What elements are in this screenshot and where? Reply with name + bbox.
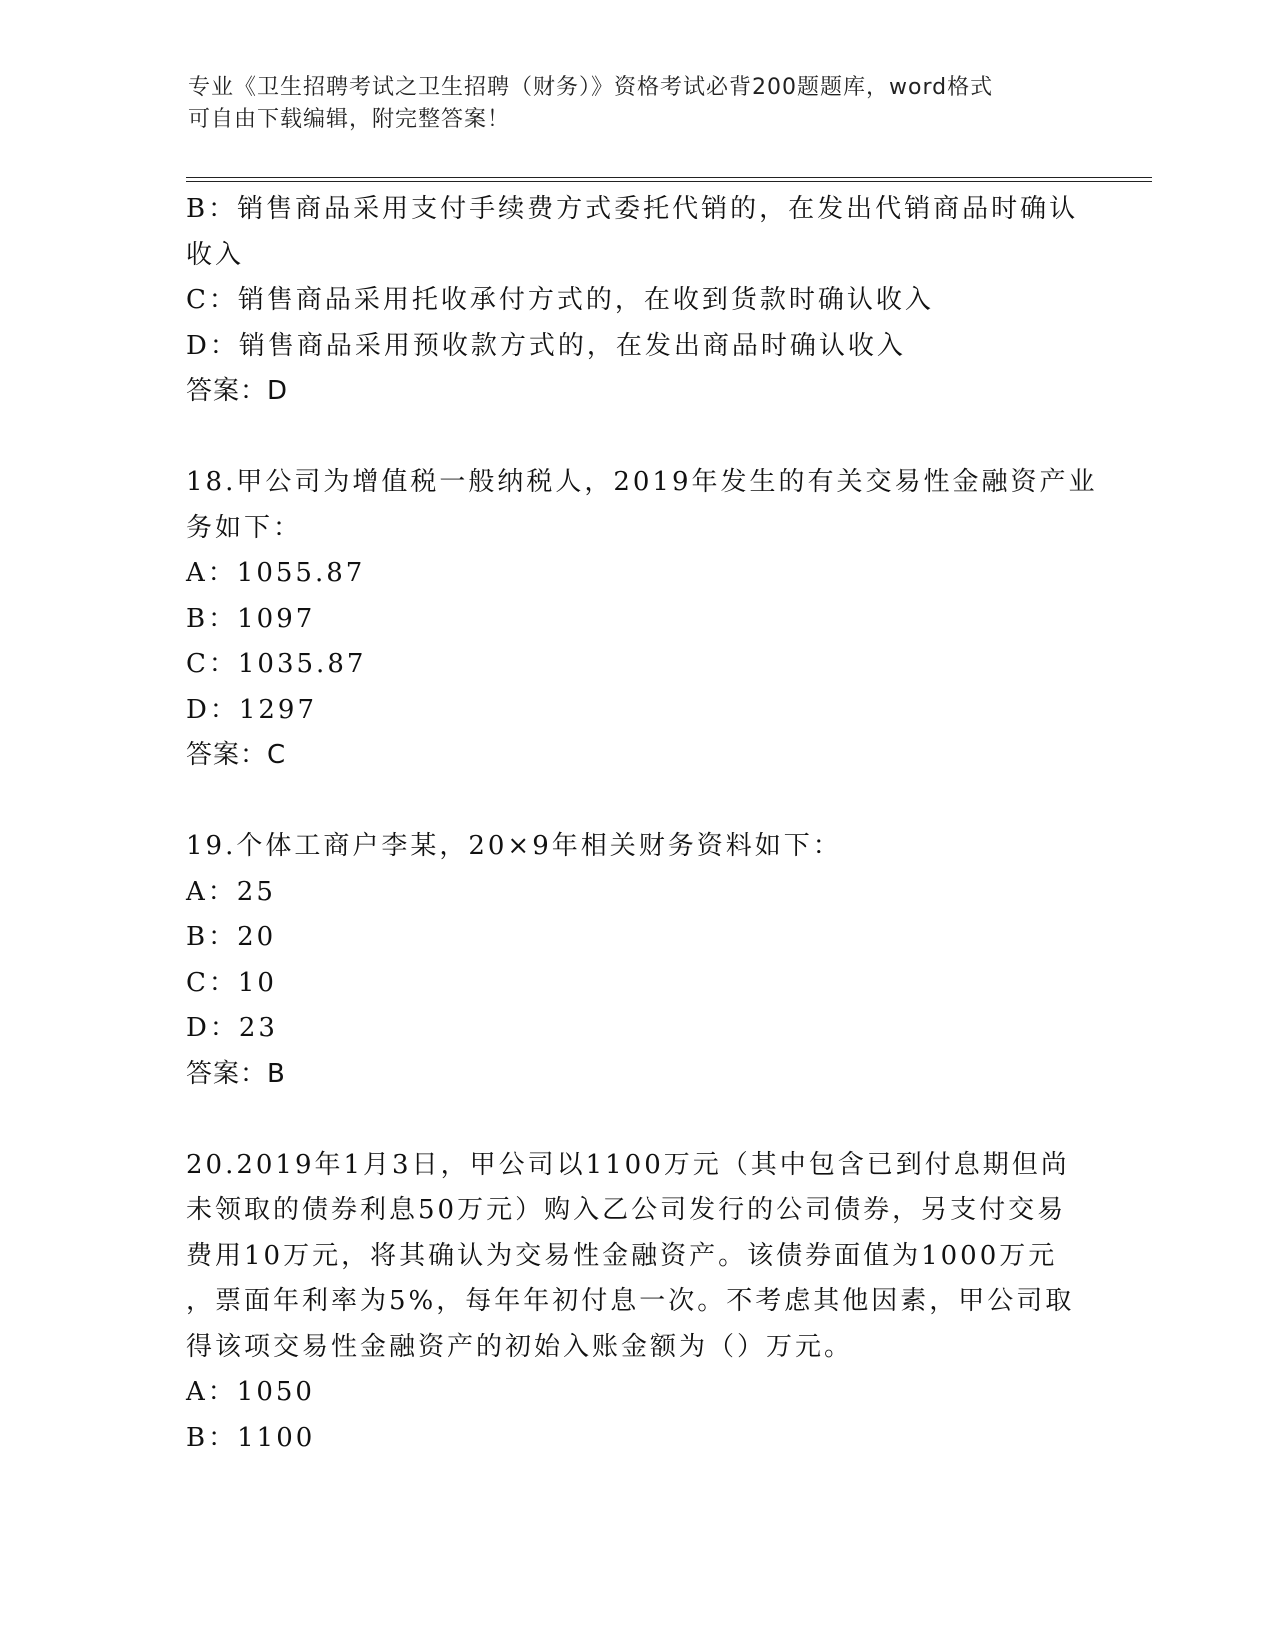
answer: 答案：D — [186, 376, 289, 406]
option-c: C：销售商品采用托收承付方式的，在收到货款时确认收入 — [186, 285, 934, 315]
option-b: B：20 — [186, 922, 277, 952]
option-d: D：销售商品采用预收款方式的，在发出商品时确认收入 — [186, 330, 906, 361]
question-17-partial — [186, 187, 1086, 415]
header-divider — [186, 177, 1152, 182]
answer: 答案：C — [186, 740, 287, 770]
option-b: B：1100 — [186, 1422, 316, 1453]
option-b: B：1097 — [186, 603, 316, 634]
question-stem-continued: 费用10万元，将其确认为交易性金融资产。该债券面值为1000万元 — [186, 1240, 1058, 1271]
option-b-continued: 收入 — [186, 239, 245, 270]
header-title-line-1: 专业《卫生招聘考试之卫生招聘（财务）》资格考试必背200题题库，word格式 — [188, 75, 994, 100]
question-stem: 20.2019年1月3日，甲公司以1100万元（其中包含已到付息期但尚 — [186, 1149, 1070, 1180]
option-a: A：25 — [186, 876, 276, 907]
question-stem: 19.个体工商户李某，20×9年相关财务资料如下： — [186, 831, 842, 861]
option-a: A：1055.87 — [186, 558, 366, 588]
question-20 — [186, 1143, 1086, 1462]
spacer — [186, 1097, 1086, 1143]
spacer — [186, 779, 1086, 825]
header-title-line-2: 可自由下载编辑，附完整答案！ — [188, 107, 511, 132]
answer: 答案：B — [186, 1058, 286, 1089]
option-b: B：销售商品采用支付手续费方式委托代销的，在发出代销商品时确认 — [186, 194, 1079, 224]
spacer — [186, 415, 1086, 461]
question-stem-continued: ，票面年利率为5%，每年年初付息一次。不考虑其他因素，甲公司取 — [186, 1286, 1075, 1316]
question-19 — [186, 824, 1086, 1097]
question-list — [186, 187, 1098, 1461]
option-d: D：23 — [186, 1013, 278, 1043]
option-d: D：1297 — [186, 694, 318, 725]
option-c: C：1035.87 — [186, 649, 367, 679]
option-a: A：1050 — [186, 1377, 315, 1407]
question-stem-continued: 务如下： — [186, 512, 303, 543]
document-header — [188, 72, 1068, 136]
question-18 — [186, 460, 1098, 779]
option-c: C：10 — [186, 967, 277, 998]
question-stem-continued: 未领取的债券利息50万元）购入乙公司发行的公司债券，另支付交易 — [186, 1195, 1067, 1225]
question-stem-continued: 得该项交易性金融资产的初始入账金额为（）万元。 — [186, 1331, 854, 1362]
question-stem: 18.甲公司为增值税一般纳税人，2019年发生的有关交易性金融资产业 — [186, 467, 1098, 497]
